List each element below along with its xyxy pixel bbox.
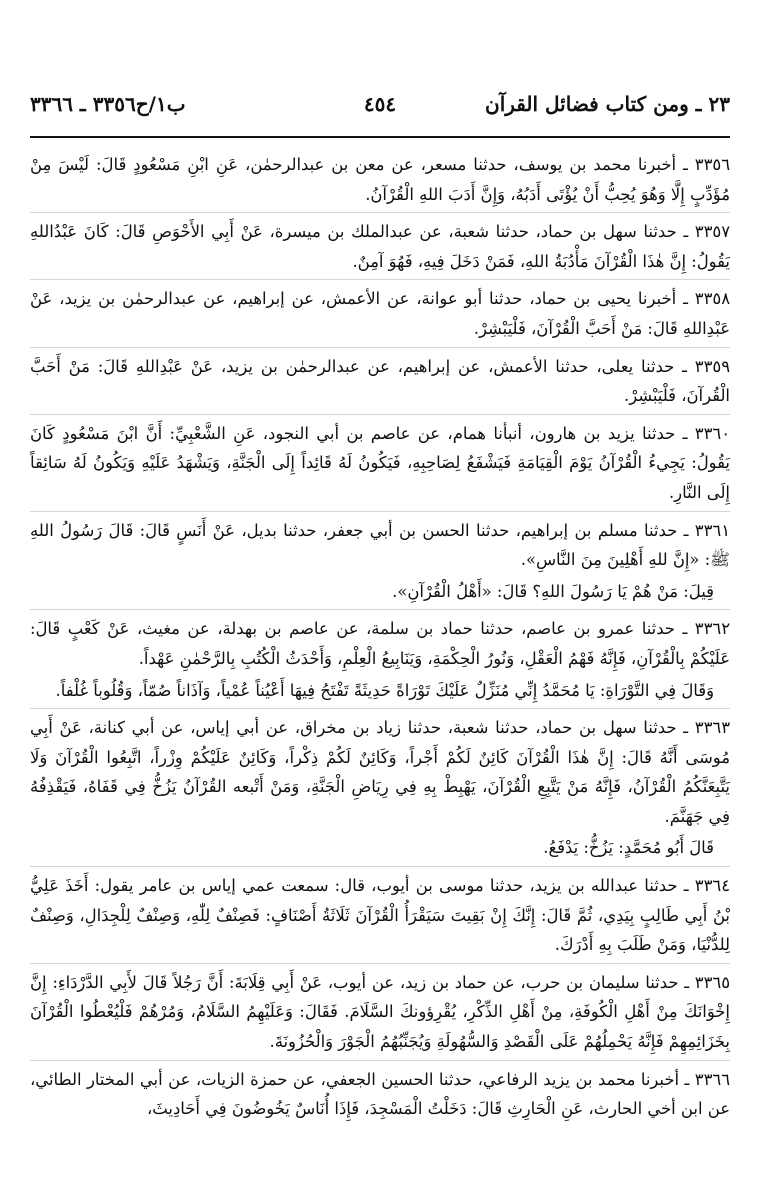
hadith-3357: ٣٣٥٧ ـ حدثنا سهل بن حماد، حدثنا شعبة، عن عبدالملك بن ميسرة، عَنْ أَبِي الأَحْوَصِ قَالَ: كَانَ عَبْدُاللهِ يَقُولُ: إِنَّ هٰذَا الْقُرْآنَ مَأْدُبَةُ اللهِ، فَمَنْ دَخَلَ فِيهِ، فَهُوَ آمِنٌ. (30, 222, 730, 271)
hadith-3358: ٣٣٥٨ ـ أخبرنا يحيى بن حماد، حدثنا أبو عوانة، عن الأعمش، عن إبراهيم، عن عبدالرحمٰن بن يزيد، عَنْ عَبْدِاللهِ قَالَ: مَنْ أَحَبَّ الْقُرْآنَ، فَلْيَبْشِرْ. (30, 289, 730, 338)
divider (30, 212, 730, 213)
divider (30, 1060, 730, 1061)
hadith-3361: ٣٣٦١ ـ حدثنا مسلم بن إبراهيم، حدثنا الحسن بن أبي جعفر، حدثنا بديل، عَنْ أَنَسٍ قَالَ: قَالَ رَسُولُ اللهِ ﷺ: «إِنَّ للهِ أَهْلِينَ مِنَ النَّاسِ». (30, 520, 730, 570)
hadith-3365: ٣٣٦٥ ـ حدثنا سليمان بن حرب، عن حماد بن زيد، عن أيوب، عَنْ أَبِي قِلَابَةَ: أَنَّ رَجُلاً قَالَ لأَبِي الدَّرْدَاءِ: إِنَّ إِخْوَانَكَ مِنْ أَهْلِ الْكُوفَةِ، مِنْ أَهْلِ الذِّكْرِ، يُقْرِؤونكَ السَّلَامَ. فَقَالَ: وَعَلَيْهِمُ السَّلَامُ، وَمُرْهُمْ فَلْيُعْطُوا الْقُرْآنَ بِخَزَائِمِهِمْ فَإِنَّهُ يَحْمِلُهُمْ عَلَى الْقَصْدِ وَالسُّهُولَةِ وَيُجَنِّبُهُمُ الْجَوْرَ وَالْحُزُونَةَ. (30, 972, 730, 1052)
hadith-range: ب١/ح٣٣٥٦ ـ ٣٣٦٦ (30, 92, 186, 116)
hadith-3363-note: قَالَ أَبُو مُحَمَّدٍ: يَزُخُّ: يَدْفَعُ. (543, 838, 714, 858)
divider (30, 347, 730, 348)
page-body (30, 150, 730, 1126)
hadith-3363: ٣٣٦٣ ـ حدثنا سهل بن حماد، حدثنا شعبة، حدثنا زياد بن مخراق، عن أبي إياس، عن أبي كنانة، عَنْ أَبِي مُوسَى أَنَّهُ قَالَ: إِنَّ هٰذَا الْقُرْآنَ كَائِنٌ لَكُمْ أَجْراً، وَكَائِنٌ لَكُمْ ذِكْراً، وَكَائِنٌ عَلَيْكُمْ وِزْراً، اتَّبِعُوا الْقُرْآنَ وَلَا يَتَّبِعَنَّكُمُ الْقُرْآنُ، فَإِنَّهُ مَنْ يَتَّبِعِ الْقُرْآنَ، يَهْبِطْ بِهِ فِي رِيَاضِ الْجَنَّةِ، وَمَنْ أَتْبعه القُرْآنُ يَزُخُّ فِي قَفَاهُ، فَيَقْذِفُهُ فِي جَهَنَّمَ. (30, 718, 730, 826)
divider (30, 511, 730, 512)
divider (30, 414, 730, 415)
hadith-3366: ٣٣٦٦ ـ أخبرنا محمد بن يزيد الرفاعي، حدثنا الحسين الجعفي، عن حمزة الزيات، عن أبي المختار الطائي، عن ابن أخي الحارث، عَنِ الْحَارِثِ قَالَ: دَخَلْتُ الْمَسْجِدَ، فَإِذَا أُنَاسٌ يَخُوضُونَ فِي أَحَادِيثَ، (30, 1069, 730, 1119)
hadith-3364: ٣٣٦٤ ـ حدثنا عبدالله بن يزيد، حدثنا موسى بن أيوب، قال: سمعت عمي إياس بن عامر يقول: أَخَذَ عَلِيُّ بْنُ أَبِي طَالِبٍ بِيَدِي، ثُمَّ قَالَ: إِنَّكَ إِنْ بَقِيتَ سَيَقْرَأُ الْقُرْآنَ ثَلَاثَةُ أَصْنَافٍ: فَصِنْفٌ لِلّٰهِ، وَصِنْفٌ لِلْجِدَالِ، وَصِنْفٌ لِلدُّنْيَا، وَمَنْ طَلَبَ بِهِ أَدْرَكَ. (30, 876, 730, 955)
hadith-3360: ٣٣٦٠ ـ حدثنا يزيد بن هارون، أنبأنا همام، عن عاصم بن أبي النجود، عَنِ الشَّعْبِيِّ: أَنَّ ابْنَ مَسْعُودٍ كَانَ يَقُولُ: يَجِيءُ الْقُرْآنُ يَوْمَ الْقِيَامَةِ فَيَشْفَعُ لِصَاحِبِهِ، فَيَكُونُ لَهُ قَائِداً إِلَى الْجَنَّةِ، وَيَشْهَدُ عَلَيْهِ وَيَكُونُ لَهُ سَائِقاً إِلَى النَّارِ. (30, 423, 730, 502)
page-number: ٤٥٤ (363, 92, 397, 116)
divider (30, 609, 730, 610)
divider (30, 708, 730, 709)
header-rule (30, 136, 730, 138)
chapter-title: ٢٣ ـ ومن كتاب فضائل القرآن (485, 92, 730, 116)
divider (30, 279, 730, 280)
hadith-3362-continuation: وَقَالَ فِي التَّوْرَاةِ: يَا مُحَمَّدُ إِنِّي مُنَزِّلٌ عَلَيْكَ تَوْرَاةً حَدِيثَةً تَفْتَحُ فِيهَا أَعْيُناً عُمْياً، وَآذَاناً صُمّاً، وَقُلُوباً غُلْفاً. (55, 680, 714, 700)
hadith-3356: ٣٣٥٦ ـ أخبرنا محمد بن يوسف، حدثنا مسعر، عن معن بن عبدالرحمٰن، عَنِ ابْنِ مَسْعُودٍ قَالَ: لَيْسَ مِنْ مُؤَدِّبٍ إِلَّا وَهُوَ يُحِبُّ أَنْ يُؤْتَى أَدَبُهُ، وَإِنَّ أَدَبَ اللهِ الْقُرْآنُ. (30, 155, 730, 204)
hadith-3361-continuation: قِيلَ: مَنْ هُمْ يَا رَسُولَ اللهِ؟ قَالَ: «أَهْلُ الْقُرْآنِ». (392, 581, 714, 601)
hadith-3359: ٣٣٥٩ ـ حدثنا يعلى، حدثنا الأعمش، عن إبراهيم، عن عبدالرحمٰن بن يزيد، عَنْ عَبْدِاللهِ قَالَ: مَنْ أَحَبَّ الْقُرآنَ، فَلْيَبْشِرْ. (30, 356, 730, 406)
hadith-3362: ٣٣٦٢ ـ حدثنا عمرو بن عاصم، حدثنا حماد بن سلمة، عن عاصم بن بهدلة، عن مغيث، عَنْ كَعْبٍ قَالَ: عَلَيْكُمْ بِالْقُرْآنِ، فَإِنَّهُ فَهْمُ الْعَقْلِ، وَنُورُ الْحِكْمَةِ، وَيَنَابِيعُ الْعِلْمِ، وَأَحْدَثُ الْكُتُبِ بِالرَّحْمٰنِ عَهْداً. (30, 619, 730, 668)
page-header (30, 92, 730, 124)
divider (30, 866, 730, 867)
divider (30, 963, 730, 964)
